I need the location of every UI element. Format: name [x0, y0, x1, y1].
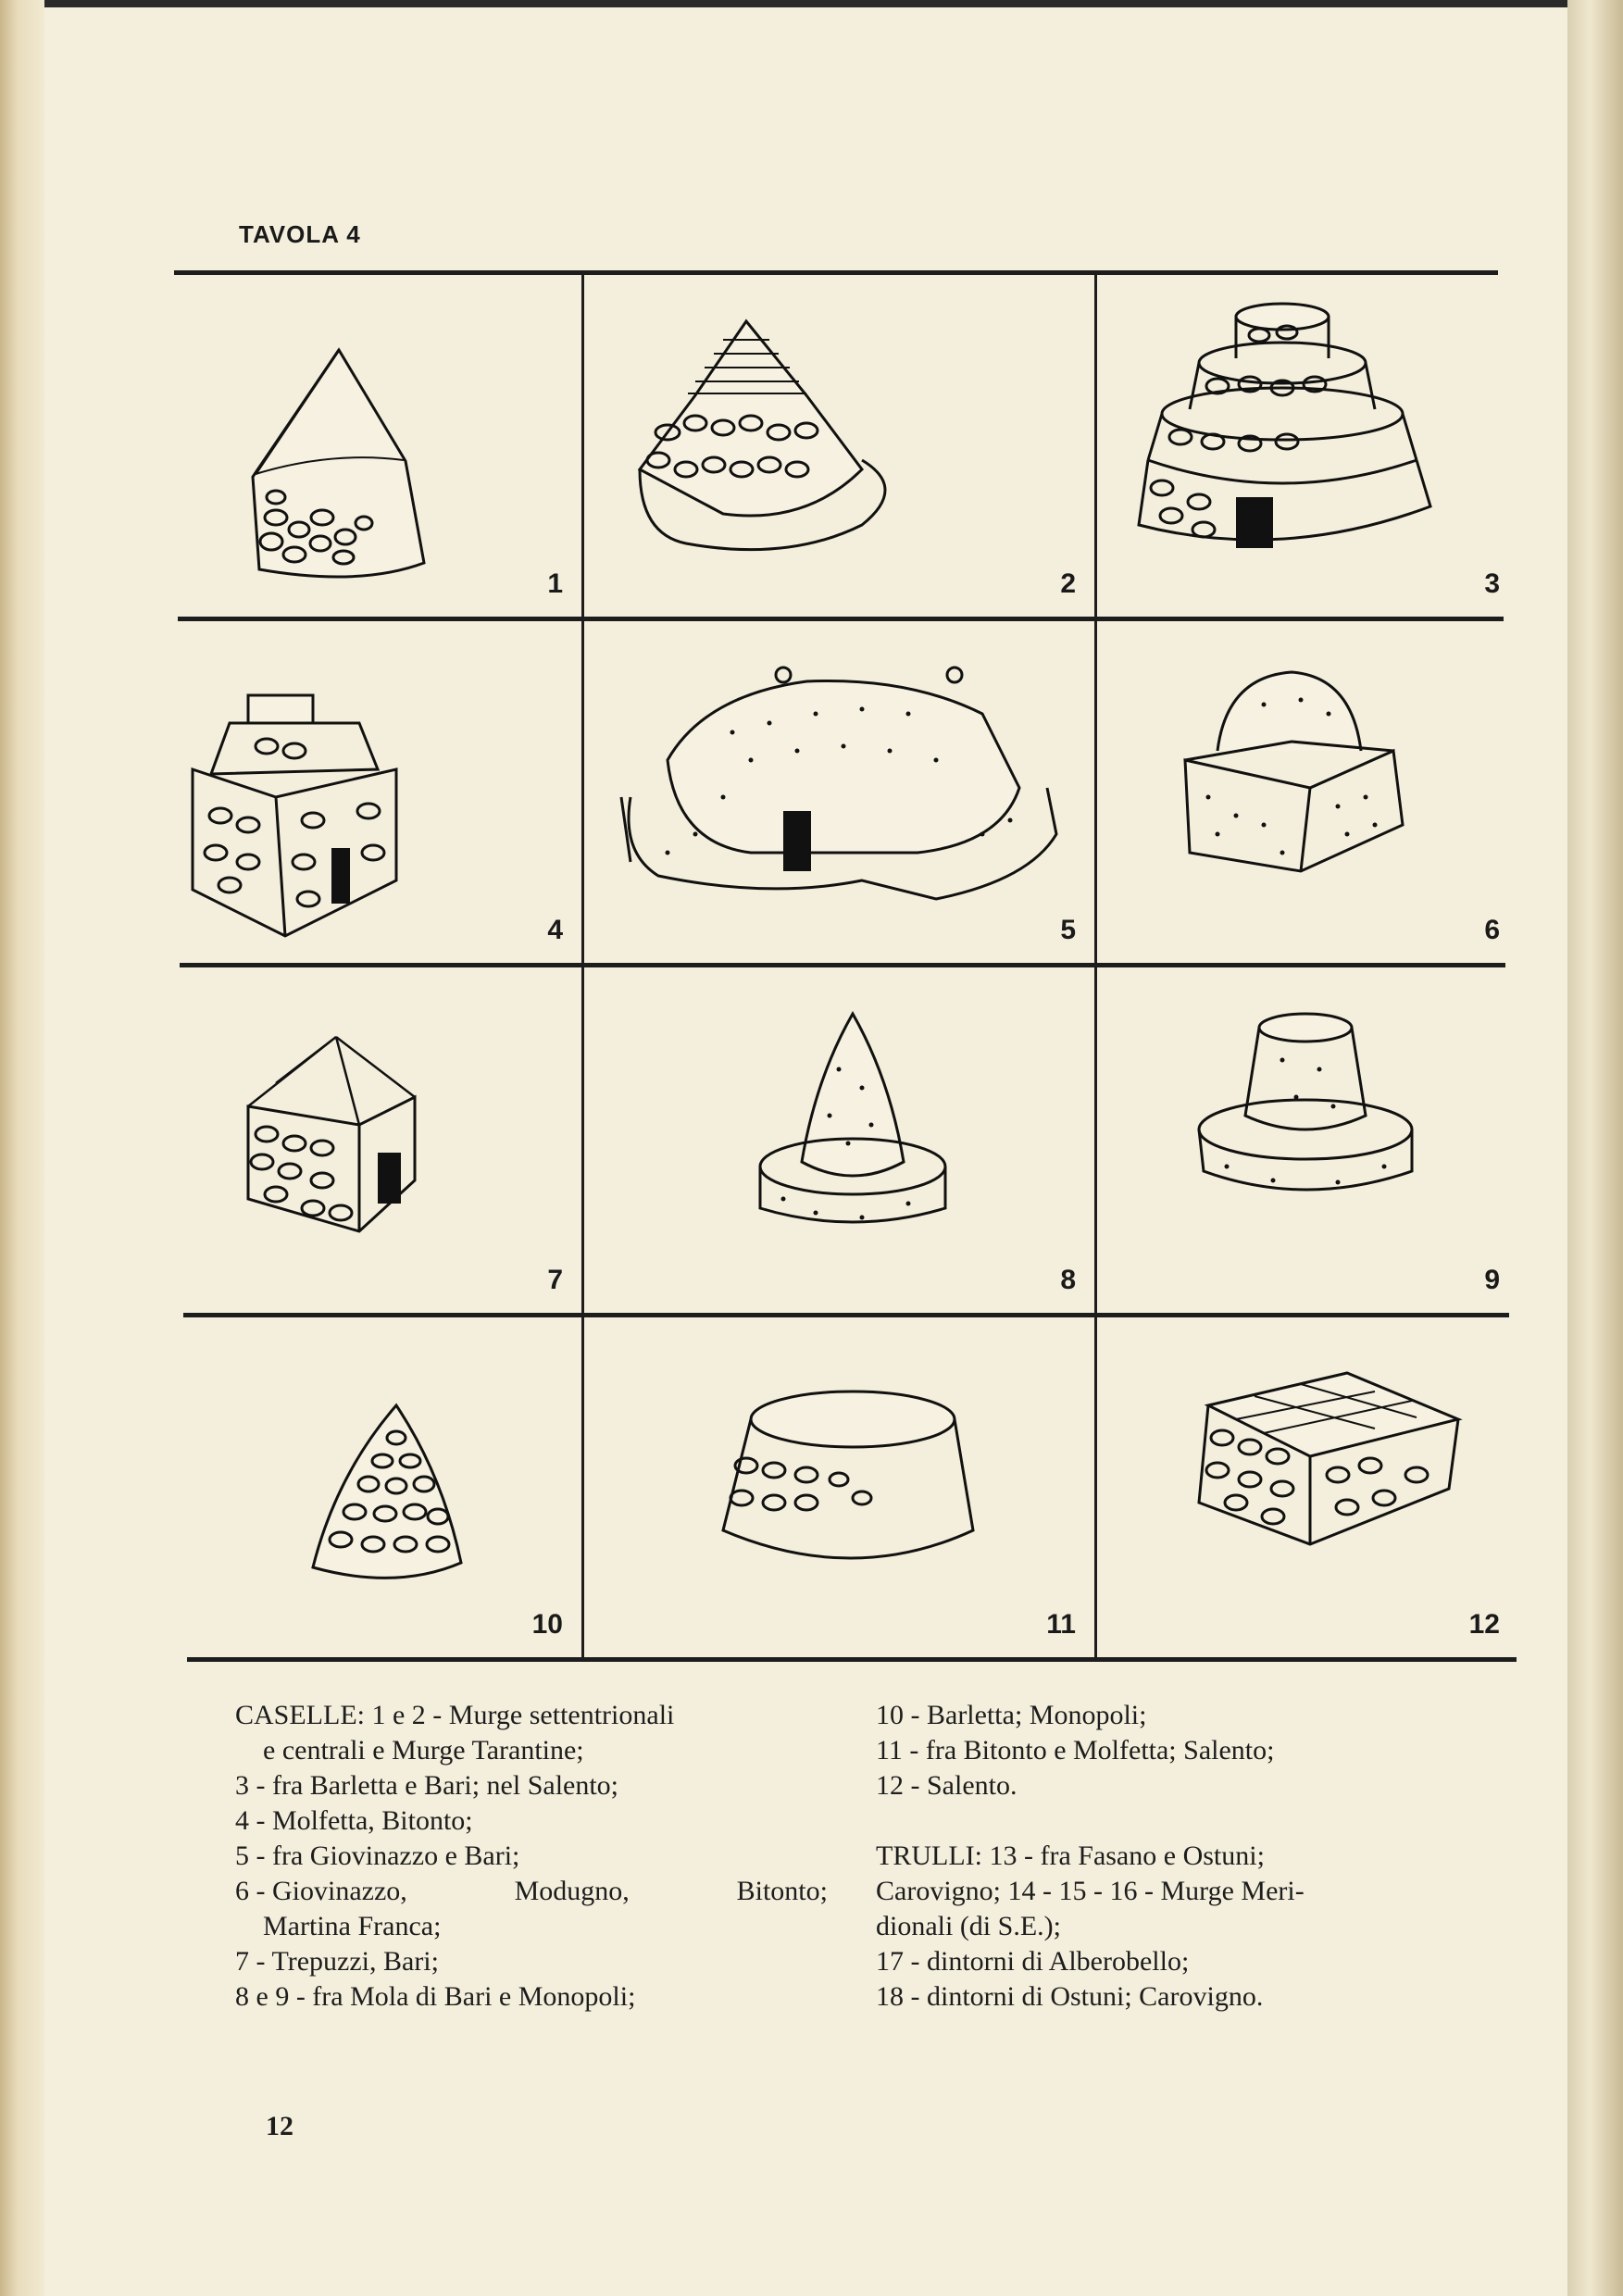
caption-line: e centrali e Murge Tarantine; — [263, 1735, 584, 1766]
figure-cell — [1097, 621, 1518, 963]
domed-cube-hut-sketch-icon — [1097, 621, 1518, 963]
figure-cell — [1097, 1317, 1518, 1657]
conical-hut-sketch-icon — [174, 275, 581, 617]
caption-line: 17 - dintorni di Alberobello; — [876, 1946, 1190, 1977]
figure-cell — [584, 275, 1094, 617]
figure-number: 7 — [547, 1265, 563, 1295]
caption-line: dionali (di S.E.); — [876, 1911, 1061, 1941]
caption-line: 12 - Salento. — [876, 1770, 1017, 1801]
stepped-cone-hut-sketch-icon — [584, 275, 1094, 617]
book-spine — [0, 0, 44, 2296]
figure-number: 4 — [547, 915, 563, 945]
caption-line: 11 - fra Bitonto e Molfetta; Salento; — [876, 1735, 1275, 1766]
stepped-square-hut-sketch-icon — [174, 621, 581, 963]
caption-line: 7 - Trepuzzi, Bari; — [235, 1946, 439, 1977]
figure-cell — [584, 967, 1094, 1313]
large-round-enclosure-sketch-icon — [584, 621, 1094, 963]
truncated-stone-cone-sketch-icon — [584, 1317, 1094, 1657]
square-hut-with-poles-sketch-icon — [174, 967, 581, 1313]
tiered-round-hut-sketch-icon — [1097, 275, 1518, 617]
caption-word: 6 - Giovinazzo, — [235, 1876, 407, 1906]
figure-cell — [174, 621, 581, 963]
caption-line: Martina Franca; — [263, 1911, 442, 1941]
figure-cell — [1097, 967, 1518, 1313]
page-edges — [1567, 0, 1623, 2296]
figure-cell — [174, 967, 581, 1313]
figure-number: 8 — [1060, 1265, 1076, 1295]
caption-line: 4 - Molfetta, Bitonto; — [235, 1805, 473, 1836]
caption-line: 18 - dintorni di Ostuni; Carovigno. — [876, 1981, 1264, 2012]
caption-word: Bitonto; — [736, 1876, 828, 1906]
caption-line: 3 - fra Barletta e Bari; nel Salento; — [235, 1770, 619, 1801]
caption-spacer — [876, 1803, 1468, 1839]
figure-number: 1 — [547, 568, 563, 599]
caption-right — [876, 1698, 1468, 2015]
plate-title: TAVOLA 4 — [239, 220, 361, 248]
figure-number: 3 — [1484, 568, 1500, 599]
figure-cell — [174, 1317, 581, 1657]
caption-left — [235, 1698, 828, 2015]
figure-number: 2 — [1060, 568, 1076, 599]
figure-grid — [174, 270, 1518, 1665]
figure-number: 11 — [1046, 1609, 1076, 1640]
figure-number: 6 — [1484, 915, 1500, 945]
figure-cell — [174, 275, 581, 617]
caption-line: 8 e 9 - fra Mola di Bari e Monopoli; — [235, 1981, 636, 2012]
caption-line: 5 - fra Giovinazzo e Bari; — [235, 1841, 520, 1871]
caption-line: 10 - Barletta; Monopoli; — [876, 1700, 1147, 1730]
cone-on-base-sketch-icon — [584, 967, 1094, 1313]
caption-line: CASELLE: 1 e 2 - Murge settentrionali — [235, 1700, 675, 1730]
flat-roof-stone-hut-sketch-icon — [1097, 1317, 1518, 1657]
figure-number: 5 — [1060, 915, 1076, 945]
beehive-hut-sketch-icon — [174, 1317, 581, 1657]
figure-number: 9 — [1484, 1265, 1500, 1295]
truncated-cone-on-base-sketch-icon — [1097, 967, 1518, 1313]
page-number: 12 — [266, 2111, 293, 2141]
grid-rule — [187, 1657, 1517, 1662]
figure-cell — [1097, 275, 1518, 617]
caption-word: Modugno, — [514, 1876, 630, 1906]
figure-number: 10 — [531, 1609, 563, 1640]
figure-cell — [584, 1317, 1094, 1657]
caption-line: TRULLI: 13 - fra Fasano e Ostuni; — [876, 1841, 1265, 1871]
figure-cell — [584, 621, 1094, 963]
figure-number: 12 — [1468, 1609, 1500, 1640]
caption-line — [235, 1874, 828, 1909]
caption-line: Carovigno; 14 - 15 - 16 - Murge Meri- — [876, 1876, 1305, 1906]
